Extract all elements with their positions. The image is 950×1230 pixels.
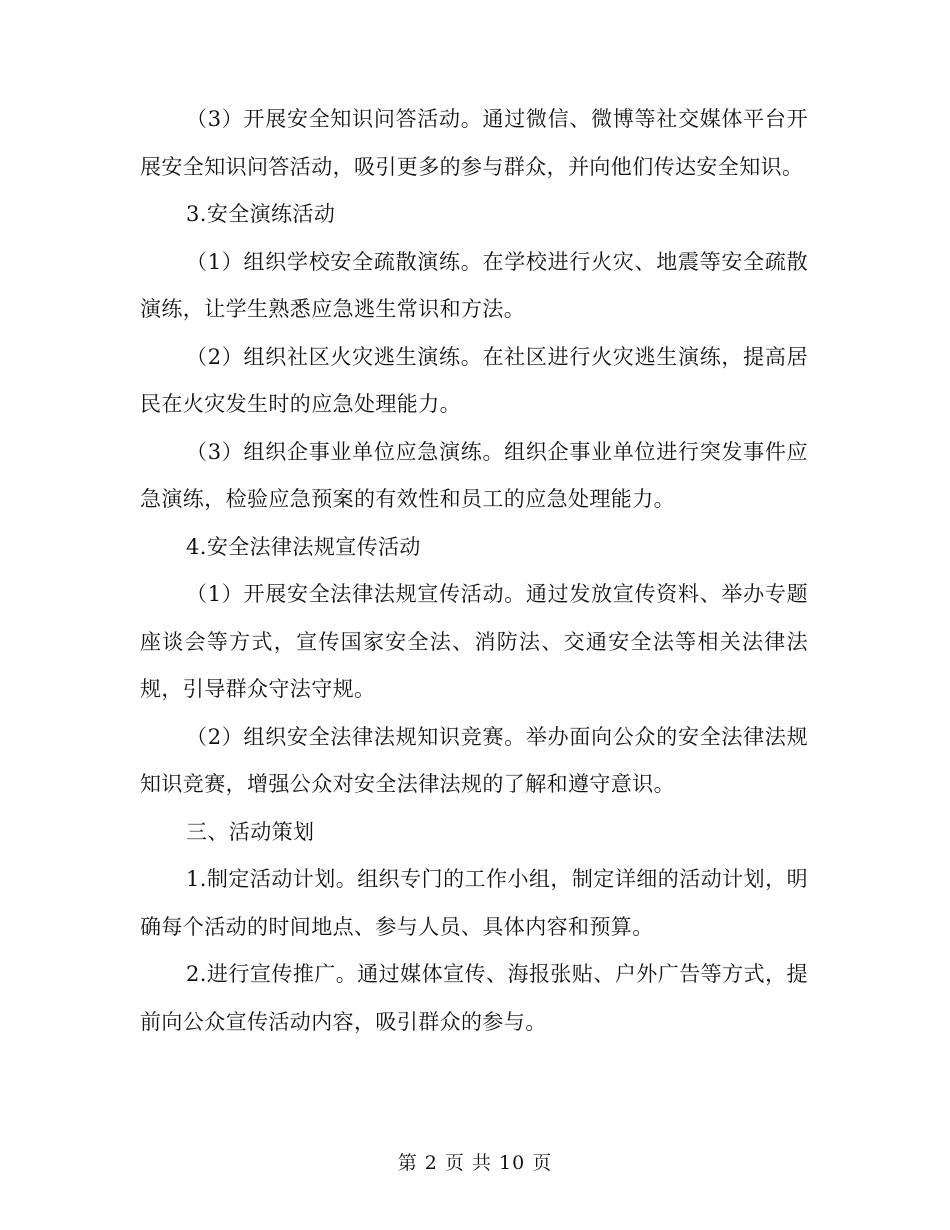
heading-activity-planning: 三、活动策划 [186, 819, 315, 844]
paragraph-community-fire-drill: （2）组织社区火灾逃生演练。在社区进行火灾逃生演练，提高居民在火灾发生时的应急处理能力。 [140, 344, 808, 416]
paragraph-law-publicity-activity: （1）开展安全法律法规宣传活动。通过发放宣传资料、举办专题座谈会等方式，宣传国家安全法、消防法、交通安全法等相关法律法规，引导群众守法守规。 [140, 582, 808, 701]
paragraph-make-activity-plan: 1.制定活动计划。组织专门的工作小组，制定详细的活动计划，明确每个活动的时间地点、参与人员、具体内容和预算。 [140, 867, 808, 939]
paragraph-enterprise-emergency-drill: （3）组织企事业单位应急演练。组织企事业单位进行突发事件应急演练，检验应急预案的有效性和员工的应急处理能力。 [140, 439, 808, 511]
paragraph-school-evacuation-drill: （1）组织学校安全疏散演练。在学校进行火灾、地震等安全疏散演练，让学生熟悉应急逃生常识和方法。 [140, 249, 808, 321]
page-number-footer: 第 2 页 共 10 页 [397, 1152, 553, 1174]
paragraph-law-knowledge-contest: （2）组织安全法律法规知识竞赛。举办面向公众的安全法律法规知识竞赛，增强公众对安全法律法规的了解和遵守意识。 [140, 724, 808, 796]
heading-safety-drill: 3.安全演练活动 [186, 202, 336, 226]
paragraph-knowledge-quiz: （3）开展安全知识问答活动。通过微信、微博等社交媒体平台开展安全知识问答活动，吸引更多的参与群众，并向他们传达安全知识。 [140, 107, 808, 179]
document-body [140, 96, 808, 1046]
heading-law-publicity: 4.安全法律法规宣传活动 [186, 534, 421, 559]
paragraph-promotion: 2.进行宣传推广。通过媒体宣传、海报张贴、户外广告等方式，提前向公众宣传活动内容，吸引群众的参与。 [140, 962, 808, 1034]
